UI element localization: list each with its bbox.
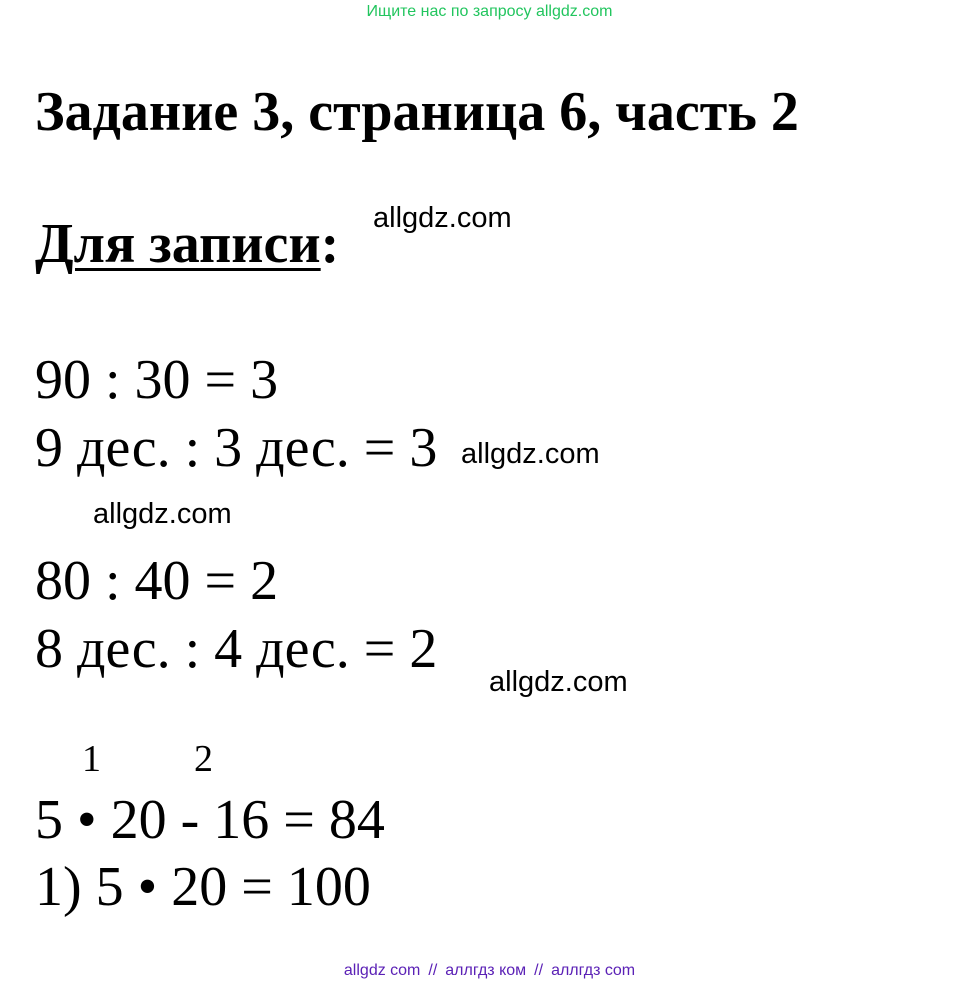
equation-line: 8 дес. : 4 дес. = 2 [35,618,438,680]
section-heading-colon: : [320,213,340,275]
watermark-text: allgdz.com [93,498,232,530]
equation-line: 90 : 30 = 3 [35,349,279,411]
operation-order-mark: 2 [194,738,213,780]
equation-line: 80 : 40 = 2 [35,550,279,612]
footer-link[interactable]: allgdz com [343,962,421,979]
watermark-text: allgdz.com [489,666,628,698]
footer-separator: // [534,962,544,979]
footer-links [0,962,979,980]
equation-line: 9 дес. : 3 дес. = 3 [35,417,438,479]
search-hint-banner[interactable]: Ищите нас по запросу allgdz.com [366,3,613,20]
section-heading-label: Для записи [35,213,321,275]
watermark-text: allgdz.com [461,438,600,470]
operation-order-mark: 1 [82,738,101,780]
footer-link[interactable]: аллгдз ком [445,962,527,979]
watermark-text: allgdz.com [373,202,512,234]
page-title: Задание 3, страница 6, часть 2 [35,81,799,143]
footer-separator: // [428,962,438,979]
footer-link[interactable]: аллгдз com [551,962,636,979]
solution-step: 1) 5 • 20 = 100 [35,856,371,918]
expression-line: 5 • 20 - 16 = 84 [35,789,385,851]
section-heading [35,212,339,276]
